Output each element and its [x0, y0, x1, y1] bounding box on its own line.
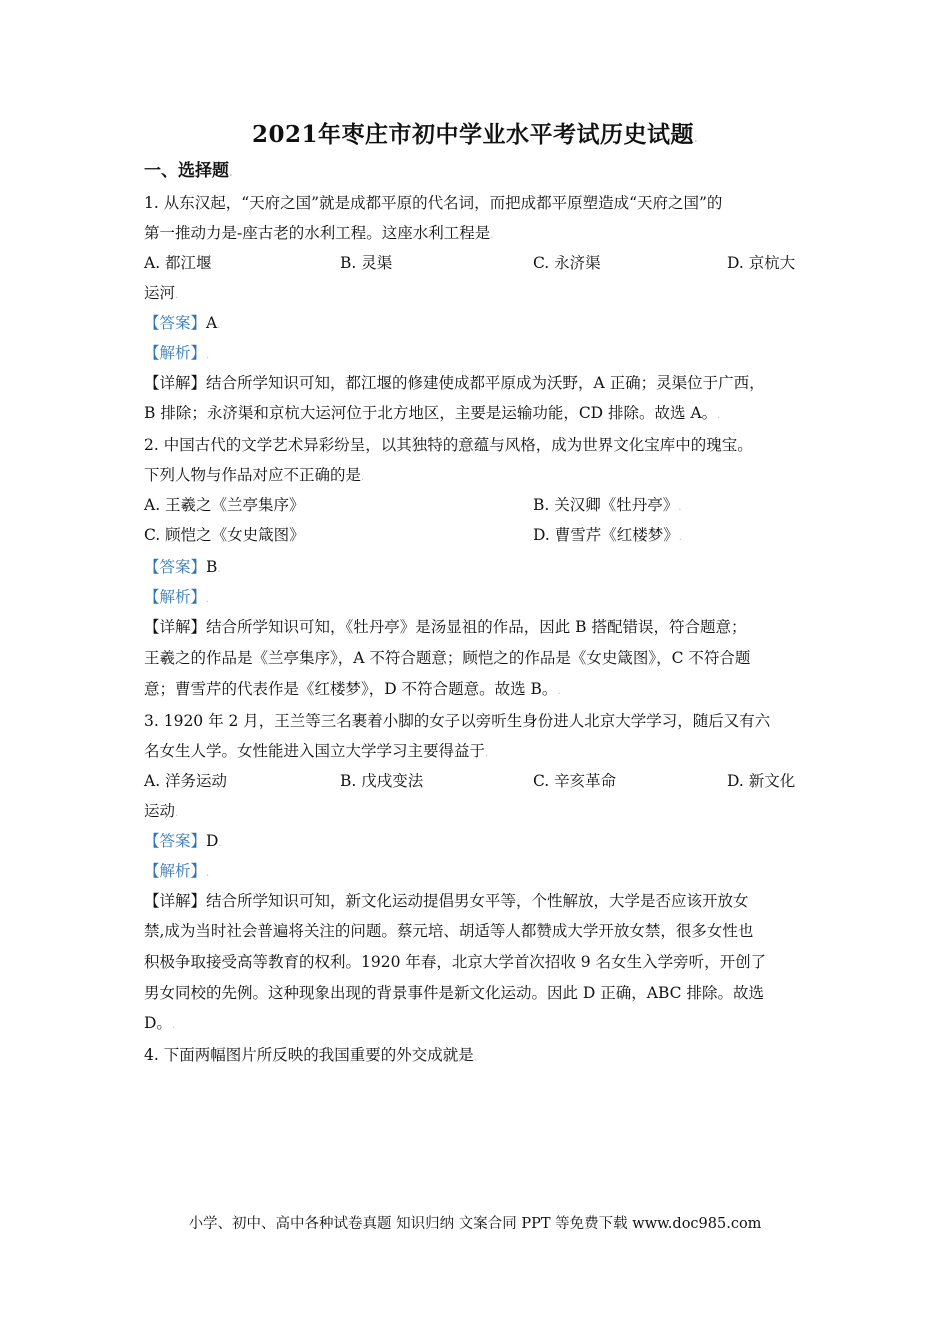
q2-option-b: B. 关汉卿《牡丹亭》.: [533, 496, 682, 514]
q3-option-c: C. 辛亥革命: [533, 772, 617, 790]
q3-stem-line1: 3. 1920 年 2 月，王兰等三名裹着小脚的女子以旁听生身份进人北京大学学习，随后又有六: [144, 712, 771, 730]
q3-option-a: A. 洋务运动: [144, 772, 228, 790]
q3-detail-line1: 【详解】结合所学知识可知，新文化运动提倡男女平等，个性解放，大学是否应该开放女: [144, 892, 749, 910]
section-heading: 一、选择题.: [144, 161, 233, 181]
page-title: 2021年枣庄市初中学业水平考试历史试题.: [252, 121, 698, 148]
q2-option-a: A. 王羲之《兰亭集序》: [144, 496, 305, 514]
q3-stem-line2: 名女生人学。女性能进入国立大学学习主要得益于.: [144, 742, 489, 760]
q3-answer: 【答案】D.: [144, 832, 222, 850]
q3-detail-line2: 禁,成为当时社会普遍将关注的问题。蔡元培、胡适等人都赞成大学开放女禁，很多女性也: [144, 922, 754, 940]
q2-detail-line1: 【详解】结合所学知识可知，《牡丹亭》是汤显祖的作品，因此 B 搭配错误，符合题意；: [144, 618, 747, 636]
q2-detail-line2: 王羲之的作品是《兰亭集序》，A 不符合题意；顾恺之的作品是《女史箴图》，C 不符合题: [144, 649, 751, 667]
q1-detail-line1: 【详解】结合所学知识可知，都江堰的修建使成都平原成为沃野，A 正确；灵渠位于广西，: [144, 374, 765, 392]
q1-option-b: B. 灵渠: [340, 254, 393, 272]
q1-option-c: C. 永济渠: [533, 254, 601, 272]
q2-stem-line2: 下列人物与作品对应不正确的是.: [144, 466, 365, 484]
q1-analysis: 【解析】.: [144, 344, 210, 362]
q3-detail-line5: D。.: [144, 1014, 176, 1032]
q3-detail-line4: 男女同校的先例。这种现象出现的背景事件是新文化运动。因此 D 正确，ABC 排除。故选: [144, 984, 764, 1002]
q3-option-d: D. 新文化: [727, 772, 796, 790]
q3-option-d-continued: 运动.: [144, 802, 179, 820]
q1-option-d-continued: 运河.: [144, 284, 179, 302]
q1-stem-line1: 1. 从东汉起，“天府之国”就是成都平原的代名词，而把成都平原塑造成“天府之国”的: [144, 194, 723, 212]
q1-stem-line2: 第一推动力是-座古老的水利工程。这座水利工程是.: [144, 224, 494, 242]
q2-detail-line3: 意；曹雪芹的代表作是《红楼梦》，D 不符合题意。故选 B。.: [144, 680, 561, 698]
q2-answer: 【答案】B.: [144, 558, 221, 576]
q4-stem-line1: 4. 下面两幅图片所反映的我国重要的外交成就是.: [144, 1046, 477, 1064]
page-footer: 小学、初中、高中各种试卷真题 知识归纳 文案合同 PPT 等免费下载 www.doc985.com: [188, 1216, 762, 1232]
q2-option-c: C. 顾恺之《女史箴图》: [144, 526, 305, 544]
q3-analysis: 【解析】.: [144, 862, 210, 880]
q1-option-d: D. 京杭大: [727, 254, 796, 272]
q1-option-a: A. 都江堰: [144, 254, 212, 272]
q3-detail-line3: 积极争取接受高等教育的权利。1920 年春，北京大学首次招收 9 名女生入学旁听，开创了: [144, 953, 767, 971]
q1-detail-line2: B 排除；永济渠和京杭大运河位于北方地区，主要是运输功能，CD 排除。故选 A。.: [144, 404, 721, 422]
q3-option-b: B. 戊戌变法: [340, 772, 424, 790]
q2-analysis: 【解析】.: [144, 588, 210, 606]
q1-answer: 【答案】A.: [144, 314, 221, 332]
q2-stem-line1: 2. 中国古代的文学艺术异彩纷呈，以其独特的意蕴与风格，成为世界文化宝库中的瑰宝。: [144, 436, 753, 454]
q2-option-d: D. 曹雪芹《红楼梦》.: [533, 526, 682, 544]
